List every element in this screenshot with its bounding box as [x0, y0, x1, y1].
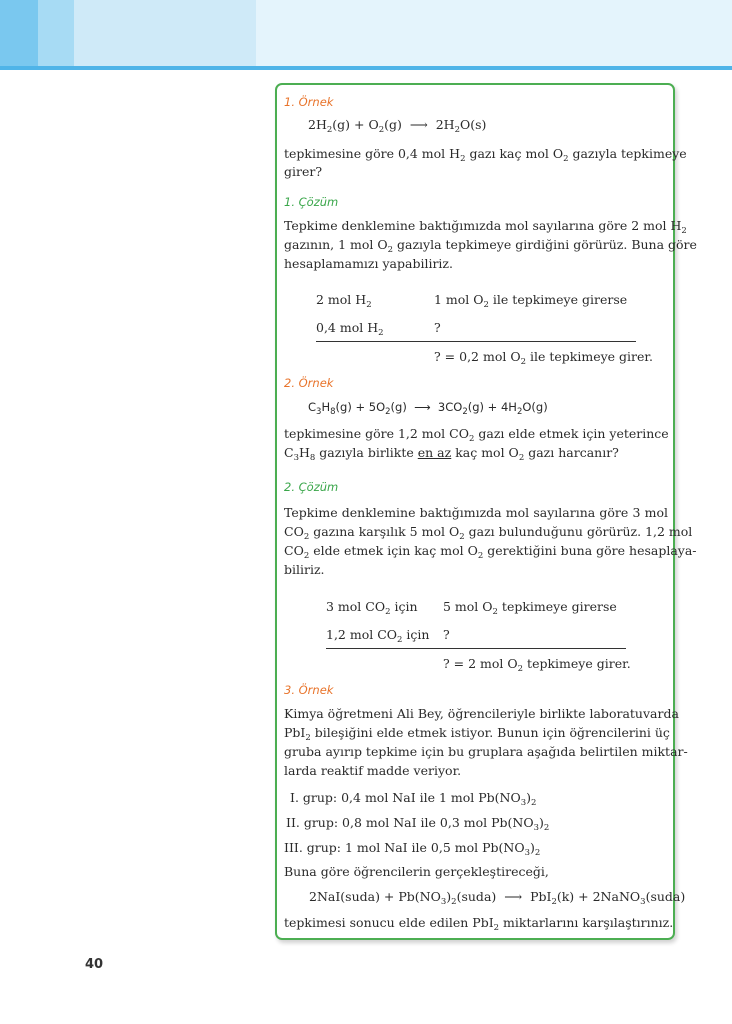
example-3-text: Kimya öğretmeni Ali Bey, öğrencileriyle birlikte laboratuvarda — [284, 706, 679, 721]
example-3-question: tepkimesi sonucu elde edilen PbI$_2$ miktarlarını karşılaştırınız. — [284, 915, 674, 933]
equation-1: $2H_2(g) + O_2(g)$ ⟶ $2H_2O(s)$ — [308, 117, 487, 135]
solution-1-text: hesaplamamızı yapabiliriz. — [284, 256, 453, 271]
group-3-item: III. grup: 1 mol NaI ile 0,5 mol $Pb(NO_3)_2$ — [284, 840, 541, 858]
example-3-text: PbI$_2$ bileşiğini elde etmek istiyor. Bunun için öğrencilerini üç — [284, 725, 670, 743]
solution-1-text: gazının, 1 mol $O_2$ gazıyla tepkimeye girdiğini görürüz. Buna göre — [284, 237, 697, 255]
equation-3: 2NaI(suda) + $Pb(NO_3)_2(suda)$ ⟶ PbI$_2$(k) + 2NaNO$_3$(suda) — [309, 889, 686, 907]
example-2-heading: 2. Örnek — [284, 376, 334, 390]
ratio-4-left: 1,2 mol $CO_2$ için — [326, 627, 430, 645]
ratio-4-right: ? — [443, 627, 450, 642]
example-1-question-end: girer? — [284, 164, 323, 179]
header-rule — [0, 66, 732, 70]
example-2-question-line: $C_3H_8$ gazıyla birlikte en az kaç mol $O_2$ gazı harcanır? — [284, 445, 619, 463]
solution-2-text: Tepkime denklemine baktığımızda mol sayılarına göre 3 mol — [284, 505, 668, 520]
solution-2-text: $CO_2$ elde etmek için kaç mol $O_2$ gerektiğini buna göre hesaplaya- — [284, 543, 697, 561]
equation-2: $C_3H_8(g) + 5O_2(g)$ ⟶ $3CO_2(g) + 4H_2O(g)$ — [308, 400, 548, 417]
solution-2-text: $CO_2$ gazına karşılık 5 mol $O_2$ gazı bulunduğunu görürüz. 1,2 mol — [284, 524, 693, 542]
example-3-text: Buna göre öğrencilerin gerçekleştireceği, — [284, 864, 549, 879]
solution-2-result: ? = 2 mol $O_2$ tepkimeye girer. — [443, 656, 631, 674]
example-3-heading: 3. Örnek — [284, 683, 334, 697]
page-header-band — [0, 0, 732, 66]
group-1-item: I. grup: 0,4 mol NaI ile 1 mol $Pb(NO_3)_2$ — [290, 790, 537, 808]
header-stripe — [74, 0, 256, 66]
solution-2-heading: 2. Çözüm — [284, 480, 339, 494]
ratio-2-right: ? — [434, 320, 441, 335]
ratio-1-right: 1 mol $O_2$ ile tepkimeye girerse — [434, 292, 628, 310]
example-1-heading: 1. Örnek — [284, 95, 334, 109]
group-2-item: II. grup: 0,8 mol NaI ile 0,3 mol $Pb(NO_3)_2$ — [286, 815, 550, 833]
example-3-text: larda reaktif madde veriyor. — [284, 763, 462, 778]
solution-1-text: Tepkime denklemine baktığımızda mol sayılarına göre 2 mol $H_2$ — [284, 218, 687, 236]
page-number: 40 — [85, 957, 104, 972]
header-stripe — [256, 0, 732, 66]
ratio-3-left: 3 mol $CO_2$ için — [326, 599, 418, 617]
solution-2-text: biliriz. — [284, 562, 325, 577]
header-stripe — [0, 0, 38, 66]
example-2-question-line: tepkimesine göre 1,2 mol $CO_2$ gazı elde etmek için yeterince — [284, 426, 669, 444]
divider-line — [316, 341, 636, 342]
divider-line — [326, 648, 626, 649]
ratio-2-left: 0,4 mol $H_2$ — [316, 320, 384, 338]
example-1-question-line: tepkimesine göre 0,4 mol $H_2$ gazı kaç mol $O_2$ gazıyla tepkimeye — [284, 146, 687, 164]
solution-1-result: ? = 0,2 mol $O_2$ ile tepkimeye girer. — [434, 349, 653, 367]
example-3-text: gruba ayırıp tepkime için bu gruplara aşağıda belirtilen miktar- — [284, 744, 688, 759]
ratio-3-right: 5 mol $O_2$ tepkimeye girerse — [443, 599, 617, 617]
ratio-1-left: 2 mol $H_2$ — [316, 292, 372, 310]
solution-1-heading: 1. Çözüm — [284, 195, 339, 209]
header-stripe — [38, 0, 74, 66]
